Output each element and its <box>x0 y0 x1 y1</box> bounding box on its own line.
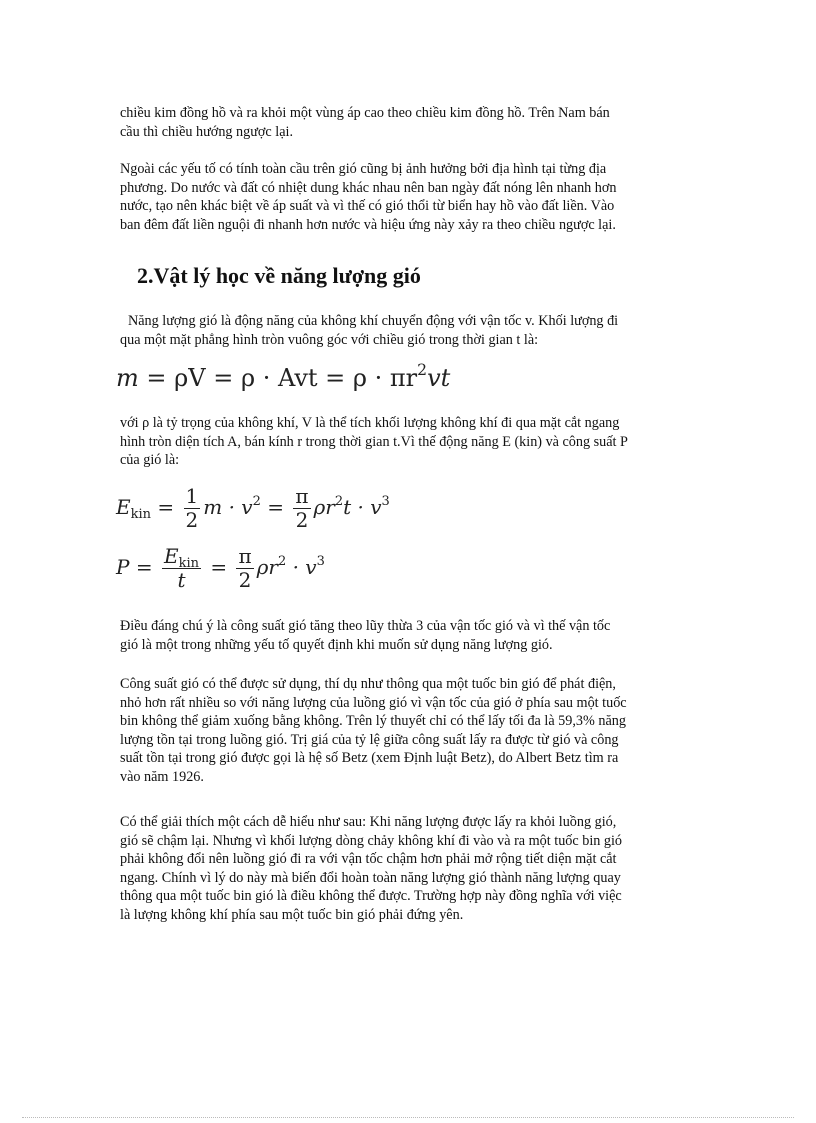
formula-exponent: 3 <box>381 493 390 509</box>
text-line: phải không đổi nên luồng gió đi ra với vận tốc chậm hơn phải mở rộng tiết diện mặt cắt <box>120 851 617 868</box>
mass-formula <box>116 361 451 392</box>
formula-exponent: 2 <box>277 553 287 569</box>
text-line: với ρ là tỷ trọng của không khí, V là thể tích khối lượng không khí đi qua mặt cắt ngang <box>120 415 620 431</box>
text-line: qua một mặt phẳng hình tròn vuông góc với chiều gió trong thời gian t là: <box>120 331 539 348</box>
formula-term: = <box>157 495 175 519</box>
formula-exponent: 3 <box>316 553 325 569</box>
text-line: Ngoài các yếu tố có tính toàn cầu trên gió cũng bị ảnh hưởng bởi địa hình tại từng địa <box>120 161 607 177</box>
text-line: ngang. Chính vì lý do này mà biến đổi hoàn toàn năng lượng gió thành năng lượng quay <box>120 869 621 886</box>
formula-term: = ρ · Avt <box>213 364 318 392</box>
text-line: lượng tồn tại trong luồng gió. Trị giá của tỷ lệ giữa công suất lấy ra được từ gió và công <box>120 731 619 748</box>
text-line: thông qua một tuốc bin gió là điều không thể được. Trường hợp này đồng nghĩa với việc <box>120 888 622 905</box>
text-line: là lượng không khí phía sau một tuốc bin gió phải đứng yên. <box>120 906 464 923</box>
paragraph-3 <box>120 312 702 349</box>
text-line: phương. Do nước và đất có nhiệt dung khác nhau nên ban ngày đất nóng lên nhanh hơn <box>120 179 617 196</box>
text-line: hình tròn diện tích A, bán kính r trong thời gian t.Vì thế động năng E (kin) và công suất P <box>120 433 628 450</box>
paragraph-2 <box>120 160 702 234</box>
text-line: Có thể giải thích một cách dễ hiểu như sau: Khi năng lượng được lấy ra khỏi luồng gió, <box>120 814 617 830</box>
formula-exponent: 2 <box>252 493 261 509</box>
power-formula <box>116 545 325 592</box>
text-line: Công suất gió có thể được sử dụng, thí dụ như thông qua một tuốc bin gió để phát điện, <box>120 676 616 692</box>
text-line: của gió là: <box>120 452 180 469</box>
formula-term: = <box>210 555 228 579</box>
paragraph-7 <box>120 813 702 925</box>
kinetic-energy-formula <box>116 485 390 532</box>
formula-term: ρr <box>256 555 278 579</box>
paragraph-1 <box>120 104 702 141</box>
text-line: nhỏ hơn rất nhiều so với năng lượng của luồng gió vì vận tốc của gió ở phía sau một tuốc <box>120 694 627 711</box>
formula-term: E <box>116 495 131 519</box>
text-line: gió là một trong những yếu tố quyết định khi muốn sử dụng năng lượng gió. <box>120 636 553 653</box>
section-heading: 2.Vật lý học về năng lượng gió <box>137 263 421 288</box>
paragraph-4 <box>120 414 702 470</box>
formula-exponent: 2 <box>417 361 428 380</box>
footer-divider <box>22 1117 794 1119</box>
formula-term: = <box>135 555 153 579</box>
formula-term: t · v <box>343 495 382 519</box>
text-line: ban đêm đất liền nguội đi nhanh hơn nước và hiệu ứng này xảy ra theo chiều ngược lại. <box>120 216 616 233</box>
formula-term: vt <box>427 364 451 392</box>
text-line: bin không thể giảm xuống bằng không. Trên lý thuyết chỉ có thể lấy tối đa là 59,3% năng <box>120 713 626 730</box>
fraction: $\frac{\pi}{2}$ <box>238 544 252 592</box>
formula-term: = <box>267 495 284 519</box>
paragraph-5 <box>120 617 702 654</box>
text-line: Điều đáng chú ý là công suất gió tăng theo lũy thừa 3 của vận tốc gió và vì thế vận tốc <box>120 618 611 634</box>
formula-term: m · v <box>203 495 253 519</box>
text-line: cầu thì chiều hướng ngược lại. <box>120 123 294 140</box>
text-line: chiều kim đồng hồ và ra khỏi một vùng áp cao theo chiều kim đồng hồ. Trên Nam bán <box>120 105 610 121</box>
formula-term: P <box>116 555 130 579</box>
paragraph-6 <box>120 675 702 787</box>
text-line: suất tồn tại trong gió được gọi là hệ số Betz (xem Định luật Betz), do Albert Betz tìm ra <box>120 750 619 767</box>
text-line: gió sẽ chậm lại. Nhưng vì khối lượng dòng chảy không khí đi vào và ra một tuốc bin gió <box>120 832 623 849</box>
formula-term: m <box>116 364 139 392</box>
formula-term: ρr <box>313 495 335 519</box>
fraction: $\frac{E_{kin}}{t}$ <box>163 544 199 592</box>
formula-term: = ρV <box>146 364 206 392</box>
text-line: vào năm 1926. <box>120 768 204 785</box>
fraction: $\frac{\pi}{2}$ <box>295 484 309 532</box>
fraction: $\frac{1}{2}$ <box>185 484 199 532</box>
formula-subscript: kin <box>130 506 152 522</box>
formula-term: · v <box>292 555 317 579</box>
text-line: Năng lượng gió là động năng của không khí chuyển động với vận tốc v. Khối lượng đi <box>128 313 619 329</box>
formula-exponent: 2 <box>334 493 344 509</box>
formula-term: = ρ · πr <box>325 364 418 392</box>
text-line: nước, tạo nên khác biệt về áp suất và vì thế có gió thổi từ biển hay hồ vào đất liền. Vào <box>120 198 615 215</box>
